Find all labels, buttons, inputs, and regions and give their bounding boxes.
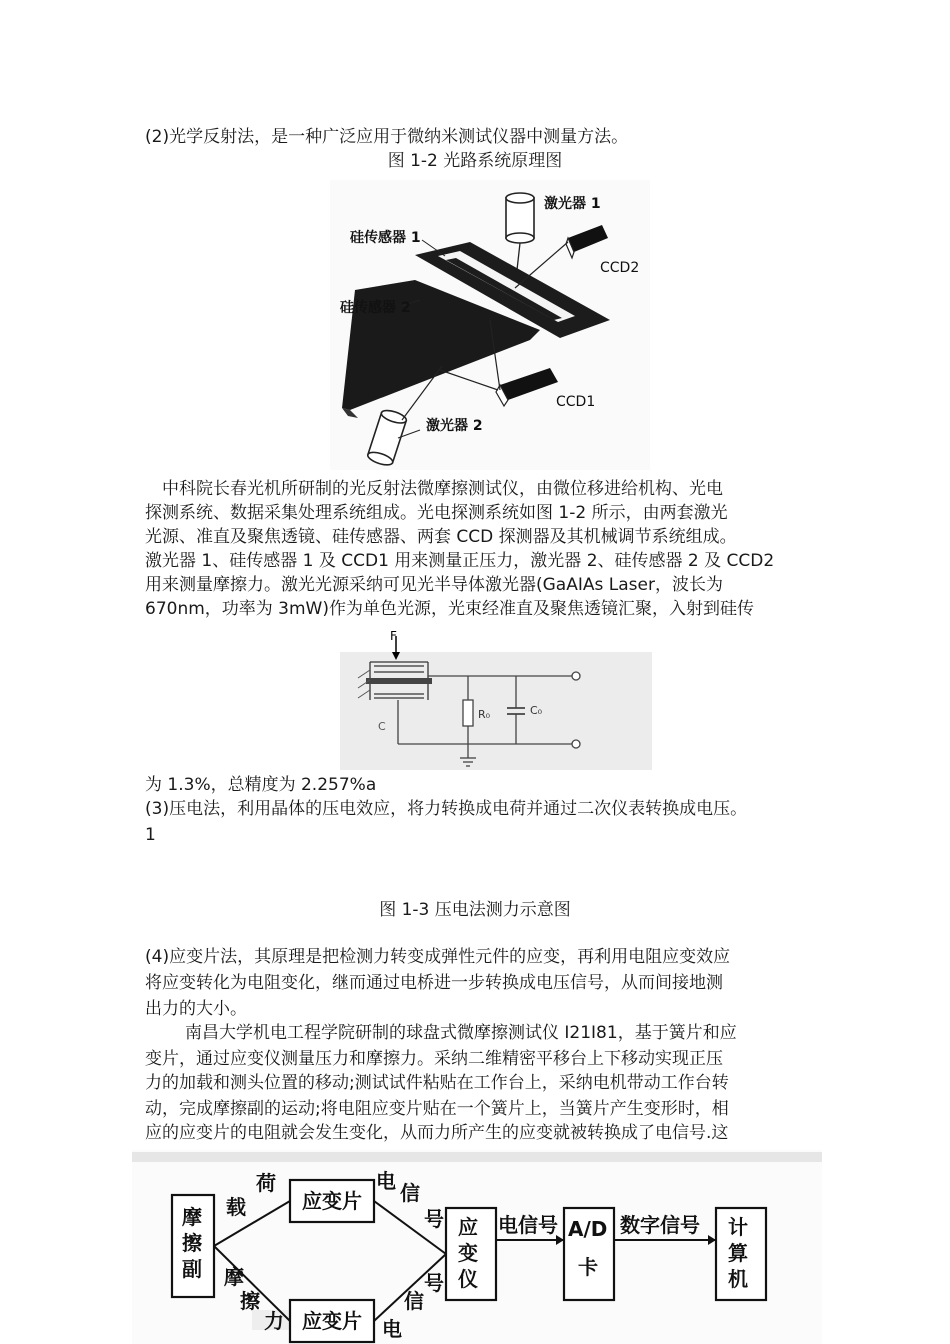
label-friction-1: 摩 [224, 1265, 244, 1289]
label-strain-gauge-top: 应变片 [302, 1189, 362, 1213]
label-signal-top-2: 信 [400, 1181, 420, 1205]
paragraph-optical-line-1: 中科院长春光机所研制的光反射法微摩擦测试仪，由微位移进给机构、光电 [162, 479, 723, 499]
label-friction-2: 擦 [240, 1289, 260, 1313]
paragraph-optical-line-4: 激光器 1、硅传感器 1 及 CCD1 用来测量正压力，激光器 2、硅传感器 2 及 CCD2 [145, 551, 775, 571]
paragraph-optical-intro: (2)光学反射法，是一种广泛应用于微纳米测试仪器中测量方法。 [145, 127, 629, 147]
label-laser-1: 激光器 1 [544, 196, 601, 212]
terminal-top [572, 672, 580, 680]
label-ccd2: CCD2 [600, 260, 640, 276]
label-friction-pair-1: 摩擦副 [182, 1205, 202, 1281]
paragraph-optical-line-2: 探测系统、数据采集处理系统组成。光电探测系统如图 1-2 所示，由两套激光 [145, 503, 728, 523]
label-r0: R₀ [478, 708, 491, 721]
paragraph-strain-line-2: 将应变转化为电阻变化，继而通过电桥进一步转换成电压信号，从而间接地测 [145, 973, 723, 993]
paragraph-strain-line-5: 变片，通过应变仪测量压力和摩擦力。采纳二维精密平移台上下移动实现正压 [145, 1049, 723, 1069]
label-ad-card-2: 卡 [578, 1255, 598, 1279]
label-signal-bot-3: 电 [382, 1317, 402, 1341]
figure-piezo-circuit [340, 622, 652, 772]
figure-optical-path [330, 180, 650, 470]
label-elec-signal: 电信号 [498, 1213, 558, 1237]
label-silicon-sensor-1: 硅传感器 1 [350, 230, 421, 246]
paragraph-optical-line-6: 670nm，功率为 3mW)作为单色光源，光束经准直及聚焦透镜汇聚，入射到硅传 [145, 599, 755, 619]
optical-path-diagram [330, 180, 650, 470]
figure-strain-block-diagram [132, 1150, 822, 1344]
label-ad-card-1: A/D [568, 1217, 608, 1241]
label-strain-gauge-bottom: 应变片 [302, 1309, 362, 1333]
label-force: F [390, 629, 397, 643]
label-c0: C₀ [530, 704, 543, 717]
label-friction-3: 力 [264, 1309, 284, 1333]
strain-block-diagram [132, 1150, 822, 1344]
paragraph-optical-line-5: 用来测量摩擦力。激光光源采纳可见光半导体激光器(GaAIAs Laser，波长为 [145, 575, 723, 595]
terminal-bottom [572, 740, 580, 748]
figure-1-2-caption: 图 1-2 光路系统原理图 [387, 151, 563, 171]
piezo-circuit-diagram [340, 622, 652, 772]
laser-1-shape [506, 193, 534, 243]
paragraph-strain-line-6: 力的加载和测头位置的移动;测试试件粘贴在工作台上，采纳电机带动工作台转 [145, 1073, 729, 1093]
label-signal-top-1: 电 [376, 1169, 396, 1193]
paragraph-strain-line-1: (4)应变片法，其原理是把检测力转变成弹性元件的应变，再利用电阻应变效应 [145, 947, 731, 967]
paragraph-accuracy: 为 1.3%，总精度为 2.257%a [145, 775, 377, 795]
label-signal-bot-2: 信 [404, 1289, 424, 1313]
resistor-r0 [463, 700, 473, 726]
label-strain-meter-1: 应变仪 [458, 1215, 478, 1291]
label-laser-2: 激光器 2 [426, 418, 483, 434]
paragraph-strain-line-8: 应的应变片的电阻就会发生变化，从而力所产生的应变就被转换成了电信号.这 [145, 1123, 729, 1143]
label-load-1: 载 [226, 1195, 246, 1219]
paragraph-strain-line-3: 出力的大小。 [145, 999, 247, 1019]
reference-number: 1 [145, 825, 156, 845]
label-computer: 计算机 [728, 1215, 748, 1291]
label-load-2: 荷 [256, 1171, 276, 1195]
paragraph-strain-line-7: 动，完成摩擦副的运动;将电阻应变片贴在一个簧片上，当簧片产生变形时，相 [145, 1099, 729, 1119]
paragraph-optical-line-3: 光源、准直及聚焦透镜、硅传感器、两套 CCD 探测器及其机械调节系统组成。 [145, 527, 737, 547]
label-ccd1: CCD1 [556, 394, 596, 410]
label-silicon-sensor-2: 硅传感器 2 [340, 300, 411, 316]
paragraph-piezo: (3)压电法，利用晶体的压电效应，将力转换成电荷并通过二次仪表转换成电压。 [145, 799, 748, 819]
label-c: C [378, 720, 386, 733]
paragraph-strain-line-4: 南昌大学机电工程学院研制的球盘式微摩擦测试仪 I21I81，基于簧片和应 [185, 1023, 737, 1043]
label-digital-signal: 数字信号 [620, 1213, 700, 1237]
figure-1-3-caption: 图 1-3 压电法测力示意图 [379, 900, 571, 920]
label-signal-bot-1: 号 [424, 1271, 444, 1295]
label-signal-top-3: 号 [424, 1207, 444, 1231]
